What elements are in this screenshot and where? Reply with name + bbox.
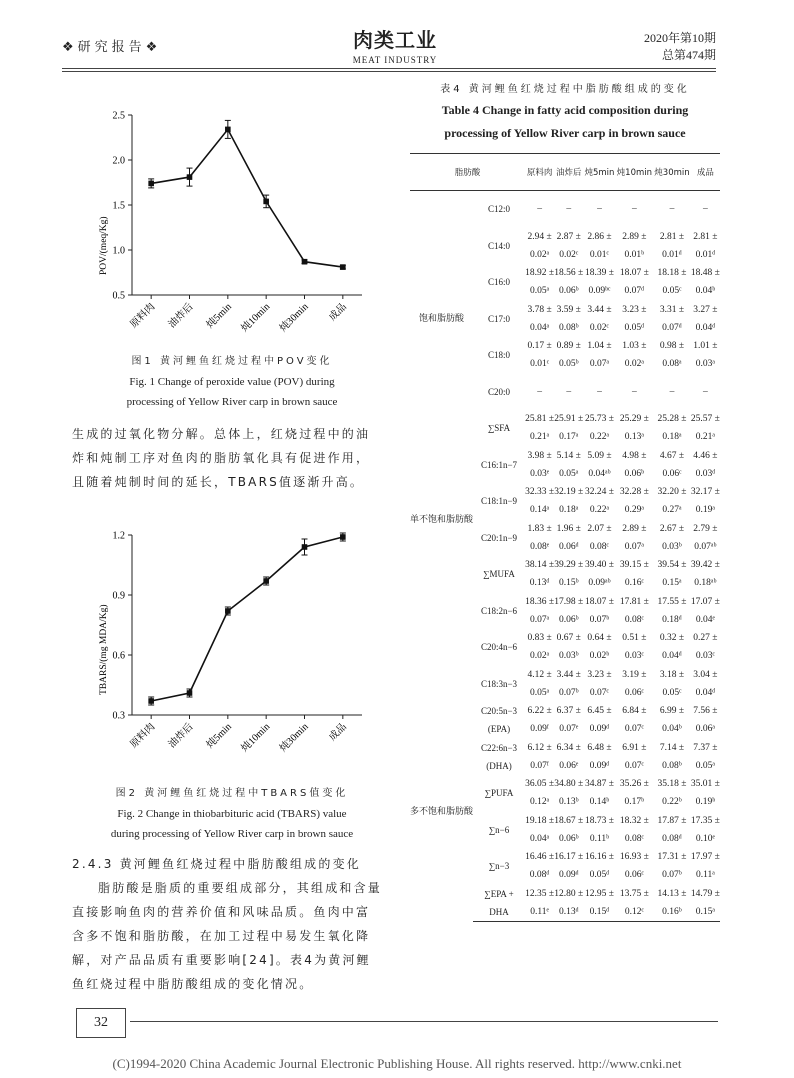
table-cell: – bbox=[703, 386, 708, 397]
table-cell: 6.37 ± 0.07ᵉ bbox=[556, 706, 581, 735]
fig2-xtick-label: 原料肉 bbox=[128, 721, 158, 751]
table-cell: 16.17 ± 0.09ᵈ bbox=[554, 852, 584, 881]
figure1-caption bbox=[82, 352, 382, 412]
table-cell: 17.81 ± 0.08ᶜ bbox=[619, 596, 649, 625]
table-cell: 2.89 ± 0.07ᵃ bbox=[622, 523, 647, 552]
table-row bbox=[410, 593, 720, 630]
fatty-acid-name: ∑PUFA bbox=[484, 788, 514, 799]
table-header-cell: 油炸后 bbox=[554, 154, 583, 191]
table-cell: 35.26 ± 0.17ᵇ bbox=[619, 779, 649, 808]
figure2-caption bbox=[82, 784, 382, 844]
fatty-acid-name: C20:0 bbox=[488, 386, 511, 397]
section-title: 黄河鲤鱼红烧过程中脂肪酸组成的变化 bbox=[119, 857, 361, 871]
figure2-caption-en-1: Fig. 2 Change in thiobarbituric acid (TBARS) value bbox=[117, 808, 347, 820]
table-cell: 39.42 ± 0.18ᵃᵇ bbox=[690, 560, 720, 589]
table-cell: 18.07 ± 0.07ᵈ bbox=[619, 268, 649, 297]
table-cell: 0.89 ± 0.05ᵇ bbox=[556, 341, 581, 370]
table-row bbox=[410, 447, 720, 484]
table-cell: 0.17 ± 0.01ᶜ bbox=[527, 341, 552, 370]
issue-date: 2020年第10期 bbox=[643, 31, 716, 45]
fig1-data-point bbox=[263, 199, 269, 205]
table-header-cell: 炖30min bbox=[653, 154, 691, 191]
page-number: 32 bbox=[76, 1008, 126, 1038]
table-cell: 38.14 ± 0.13ᵈ bbox=[525, 560, 555, 589]
fig2-xtick-label: 炖10min bbox=[239, 721, 273, 755]
table-cell: 2.79 ± 0.07ᵃᵇ bbox=[693, 523, 718, 552]
table-cell: 3.04 ± 0.04ᵈ bbox=[693, 669, 718, 698]
table-cell: 3.19 ± 0.06ᶜ bbox=[622, 669, 647, 698]
table-cell: 6.91 ± 0.07ᶜ bbox=[622, 742, 647, 771]
table-row bbox=[410, 702, 720, 739]
section-number: 2.4.3 bbox=[72, 857, 114, 871]
table-cell: 2.89 ± 0.01ᵇ bbox=[622, 231, 647, 260]
table-cell: – bbox=[597, 204, 602, 215]
table-cell: – bbox=[537, 386, 542, 397]
fatty-acid-table bbox=[410, 153, 720, 922]
table-cell: 0.98 ± 0.08ᵃ bbox=[659, 341, 685, 370]
table-cell: 5.09 ± 0.04ᵃᵇ bbox=[587, 450, 612, 479]
table-cell: 39.40 ± 0.09ᵃᵇ bbox=[584, 560, 614, 589]
journal-logo-subtitle: MEAT INDUSTRY bbox=[352, 55, 438, 65]
table-cell: 2.67 ± 0.03ᵇ bbox=[659, 523, 685, 552]
table-cell: 39.54 ± 0.15ᵃ bbox=[657, 560, 687, 589]
table-cell: 17.55 ± 0.18ᵈ bbox=[657, 596, 687, 625]
figure2-caption-en-2: during processing of Yellow River carp in brown sauce bbox=[110, 828, 354, 840]
table-cell: 3.27 ± 0.04ᵈ bbox=[693, 304, 718, 333]
group-label: 单不饱和脂肪酸 bbox=[410, 514, 474, 525]
table-cell: 35.18 ± 0.22ᵇ bbox=[657, 779, 687, 808]
table-cell: 4.46 ± 0.03ᵈ bbox=[693, 450, 718, 479]
table-cell: 4.67 ± 0.06ᶜ bbox=[659, 450, 685, 479]
table-cell: 4.12 ± 0.05ᵃ bbox=[527, 669, 552, 698]
table-cell: 25.28 ± 0.18ᵃ bbox=[657, 414, 687, 443]
section-heading bbox=[72, 852, 384, 876]
table-cell: 18.32 ± 0.08ᶜ bbox=[619, 815, 649, 844]
fig2-data-point bbox=[225, 608, 231, 614]
table-cell: 18.18 ± 0.05ᶜ bbox=[657, 268, 687, 297]
group-label bbox=[410, 593, 473, 703]
table-cell: 25.81 ± 0.21ᵃ bbox=[525, 414, 555, 443]
table-cell: 1.04 ± 0.07ᵃ bbox=[587, 341, 612, 370]
table-cell: 32.33 ± 0.14ᵃ bbox=[525, 487, 555, 516]
table-cell: 7.14 ± 0.08ᵇ bbox=[659, 742, 685, 771]
fig2-xtick-label: 油炸后 bbox=[166, 721, 196, 751]
fig2-data-point bbox=[263, 578, 269, 584]
fig1-xtick-label: 原料肉 bbox=[128, 301, 158, 331]
fatty-acid-name: C17:0 bbox=[488, 313, 511, 324]
table-cell: 3.98 ± 0.03ᵉ bbox=[527, 450, 552, 479]
table-cell: 32.24 ± 0.22ᵃ bbox=[584, 487, 614, 516]
fig1-xtick-label: 炖30min bbox=[277, 301, 311, 335]
table-cell: 17.87 ± 0.08ᵈ bbox=[657, 815, 687, 844]
table-cell: 13.75 ± 0.12ᶜ bbox=[616, 885, 654, 922]
table-cell: – bbox=[566, 386, 572, 397]
fatty-acid-name: C18:0 bbox=[488, 350, 511, 361]
table-cell: 2.94 ± 0.02ᵃ bbox=[527, 231, 552, 260]
table-cell: 17.07 ± 0.04ᵉ bbox=[690, 596, 720, 625]
fig2-data-point bbox=[340, 534, 346, 540]
section-paragraph: 脂肪酸是脂质的重要组成部分，其组成和含量直接影响鱼肉的营养价值和风味品质。鱼肉中富含多不饱和脂肪酸，在加工过程中易发生氧化降解，对产品品质有重要影响[24]。表4为黄河鲤鱼红烧过程中脂肪酸组成的变化情况。 bbox=[72, 881, 383, 991]
table-header-cell: 成品 bbox=[691, 154, 720, 191]
table-header-cell: 炖10min bbox=[616, 154, 654, 191]
table-cell: 32.19 ± 0.18ᵃ bbox=[554, 487, 584, 516]
fatty-acid-name: C18:3n−3 bbox=[480, 678, 518, 689]
table-cell: 0.27 ± 0.03ᶜ bbox=[693, 633, 718, 662]
table-header-cell: 炖5min bbox=[583, 154, 615, 191]
table-cell: 32.28 ± 0.29ᵃ bbox=[619, 487, 649, 516]
fatty-acid-name: ∑EPA + DHA bbox=[473, 885, 525, 922]
table-cell: 39.29 ± 0.15ᵇ bbox=[554, 560, 584, 589]
fig1-data-point bbox=[187, 174, 193, 180]
table4-title-en-2: processing of Yellow River carp in brown sauce bbox=[444, 126, 686, 140]
fig1-xtick-label: 炖10min bbox=[239, 301, 273, 335]
footer-rule bbox=[130, 1021, 718, 1022]
journal-section-label: ❖研究报告❖ bbox=[62, 40, 162, 55]
table-cell: 0.51 ± 0.03ᶜ bbox=[622, 633, 647, 662]
copyright-notice: (C)1994-2020 China Academic Journal Electronic Publishing House. All rights reserved. http://www.cnki.net bbox=[112, 1056, 682, 1071]
table-cell: 3.31 ± 0.07ᵈ bbox=[659, 304, 685, 333]
fig2-ytick-label: 0.9 bbox=[112, 590, 125, 602]
table-cell: – bbox=[537, 204, 542, 215]
fig2-xtick-label: 炖5min bbox=[204, 721, 234, 751]
table-cell: 12.80 ± 0.13ᵈ bbox=[554, 885, 583, 922]
table-cell: 6.48 ± 0.09ᵈ bbox=[587, 742, 612, 771]
table-cell: 19.18 ± 0.04ᵃ bbox=[525, 815, 555, 844]
table-cell: 3.18 ± 0.05ᶜ bbox=[659, 669, 685, 698]
table-cell: 2.81 ± 0.01ᵈ bbox=[659, 231, 685, 260]
table-cell: 3.23 ± 0.07ᶜ bbox=[587, 669, 612, 698]
table-cell: 35.01 ± 0.19ᵇ bbox=[690, 779, 720, 808]
table-row bbox=[410, 191, 720, 228]
issue-info bbox=[644, 30, 716, 64]
table-cell: – bbox=[566, 204, 572, 215]
fig2-data-point bbox=[302, 544, 308, 550]
table-cell: – bbox=[631, 386, 637, 397]
fatty-acid-name: ∑n−6 bbox=[488, 824, 510, 835]
table-cell: 18.07 ± 0.07ᵇ bbox=[584, 596, 614, 625]
figure1-chart bbox=[62, 100, 382, 350]
table-cell: 34.80 ± 0.13ᵇ bbox=[554, 779, 584, 808]
fig1-ytick-label: 2.5 bbox=[112, 110, 125, 122]
table-cell: 18.73 ± 0.11ᵇ bbox=[584, 815, 614, 844]
fatty-acid-name: C18:2n−6 bbox=[480, 605, 518, 616]
table-cell: 2.87 ± 0.02ᶜ bbox=[556, 231, 581, 260]
table-cell: 1.83 ± 0.08ᵉ bbox=[527, 523, 552, 552]
figure2-chart bbox=[62, 520, 382, 770]
table-cell: – bbox=[669, 204, 675, 215]
fatty-acid-name: ∑SFA bbox=[487, 423, 511, 434]
fig2-xtick-label: 炖30min bbox=[277, 721, 311, 755]
table4-title-cn: 表4 黄河鲤鱼红烧过程中脂肪酸组成的变化 bbox=[440, 84, 690, 95]
table-cell: – bbox=[669, 386, 675, 397]
fatty-acid-name: C18:1n−9 bbox=[480, 496, 518, 507]
fig1-ytick-label: 0.5 bbox=[112, 290, 125, 302]
fatty-acid-name: C20:5n−3 (EPA) bbox=[480, 706, 518, 735]
table-header-row bbox=[410, 154, 720, 191]
table-cell: 16.46 ± 0.08ᵈ bbox=[525, 852, 555, 881]
fig2-ytick-label: 0.6 bbox=[112, 650, 125, 662]
group-label: 饱和脂肪酸 bbox=[419, 313, 465, 324]
table-cell: 6.99 ± 0.04ᵇ bbox=[659, 706, 685, 735]
fig1-data-point bbox=[225, 127, 231, 133]
fatty-acid-name: C16:1n−7 bbox=[480, 459, 518, 470]
figure2-caption-cn: 图2 黄河鲤鱼红烧过程中TBARS值变化 bbox=[115, 788, 349, 799]
fig1-ytick-label: 1.0 bbox=[112, 245, 125, 257]
table-cell: 3.44 ± 0.07ᵇ bbox=[556, 669, 581, 698]
table-cell: 2.86 ± 0.01ᶜ bbox=[587, 231, 612, 260]
table-cell: 14.79 ± 0.15ᵃ bbox=[691, 885, 720, 922]
fatty-acid-name: C12:0 bbox=[488, 204, 511, 215]
fig2-series-line bbox=[151, 537, 343, 701]
fatty-acid-name: C22:6n−3 (DHA) bbox=[480, 742, 518, 771]
table-cell: 7.56 ± 0.06ᵃ bbox=[693, 706, 718, 735]
table-cell: 2.81 ± 0.01ᵈ bbox=[693, 231, 718, 260]
table-cell: 25.73 ± 0.22ᵃ bbox=[584, 414, 614, 443]
table-cell: 34.87 ± 0.14ᵇ bbox=[584, 779, 614, 808]
table-cell: 0.67 ± 0.03ᵇ bbox=[556, 633, 581, 662]
table-cell: 18.48 ± 0.04ᵇ bbox=[690, 268, 720, 297]
table-cell: 18.56 ± 0.06ᵇ bbox=[554, 268, 584, 297]
table-cell: 6.84 ± 0.07ᶜ bbox=[622, 706, 647, 735]
table-cell: 17.35 ± 0.10ᵉ bbox=[690, 815, 720, 844]
table-cell: 18.67 ± 0.06ᵇ bbox=[554, 815, 584, 844]
table-cell: 3.44 ± 0.02ᶜ bbox=[587, 304, 612, 333]
table-cell: 36.05 ± 0.12ᵃ bbox=[525, 779, 555, 808]
table-cell: 1.03 ± 0.02ᵃ bbox=[622, 341, 647, 370]
table-cell: 3.59 ± 0.08ᵇ bbox=[556, 304, 581, 333]
issue-number: 总第474期 bbox=[661, 48, 716, 62]
fig1-xtick-label: 炖5min bbox=[204, 301, 234, 331]
figure1-caption-en-2: processing of Yellow River carp in brown sauce bbox=[126, 396, 338, 408]
table-cell: 7.37 ± 0.05ᵃ bbox=[693, 742, 718, 771]
header-rule bbox=[62, 68, 716, 72]
table-cell: – bbox=[703, 204, 708, 215]
journal-logo-text: 肉类工业 bbox=[353, 28, 437, 52]
fig2-ytick-label: 1.2 bbox=[112, 530, 125, 542]
figure2-ylabel: TBARS/(mg MDA/Kg) bbox=[99, 604, 109, 695]
table-header-cell: 脂肪酸 bbox=[410, 154, 525, 191]
table-cell: 3.23 ± 0.05ᵈ bbox=[622, 304, 647, 333]
fig1-data-point bbox=[340, 264, 346, 270]
table4-block bbox=[410, 80, 720, 922]
table-cell: 32.17 ± 0.19ᵃ bbox=[690, 487, 720, 516]
table-cell: 0.83 ± 0.02ᵃ bbox=[527, 633, 552, 662]
figure1-caption-en-1: Fig. 1 Change of peroxide value (POV) during bbox=[129, 376, 335, 388]
fig2-ytick-label: 0.3 bbox=[112, 710, 125, 722]
table-cell: 18.92 ± 0.05ᵃ bbox=[525, 268, 555, 297]
fatty-acid-name: C20:1n−9 bbox=[480, 532, 518, 543]
table-cell: 18.39 ± 0.09ᵇᶜ bbox=[584, 268, 614, 297]
fig1-series-line bbox=[151, 129, 343, 267]
table-header-cell: 原料肉 bbox=[525, 154, 554, 191]
table-cell: 12.35 ± 0.11ᵉ bbox=[525, 885, 554, 922]
table-cell: 2.07 ± 0.08ᶜ bbox=[587, 523, 612, 552]
table-cell: 5.14 ± 0.05ᵃ bbox=[556, 450, 581, 479]
fig1-ytick-label: 2.0 bbox=[112, 155, 125, 167]
table-cell: 0.32 ± 0.04ᵈ bbox=[659, 633, 685, 662]
table-cell: 16.93 ± 0.06ᶜ bbox=[619, 852, 649, 881]
table-cell: 4.98 ± 0.06ᵇ bbox=[622, 450, 647, 479]
table-cell: 6.45 ± 0.09ᵈ bbox=[587, 706, 612, 735]
fig1-ytick-label: 1.5 bbox=[112, 200, 125, 212]
table-cell: 6.34 ± 0.06ᵉ bbox=[556, 742, 581, 771]
table-cell: – bbox=[631, 204, 637, 215]
figure1-ylabel: POV/(meq/Kg) bbox=[99, 216, 109, 275]
table-cell: 18.36 ± 0.07ᵃ bbox=[525, 596, 555, 625]
journal-logo bbox=[340, 24, 450, 65]
body-paragraph-1: 生成的过氧化物分解。总体上，红烧过程中的油炸和炖制工序对鱼肉的脂肪氧化具有促进作用，且随着炖制时间的延长，TBARS值逐渐升高。 bbox=[72, 427, 371, 489]
fig2-data-point bbox=[187, 690, 193, 696]
group-label: 多不饱和脂肪酸 bbox=[410, 806, 474, 817]
fig1-xtick-label: 油炸后 bbox=[166, 301, 196, 331]
table-cell: 14.13 ± 0.16ᵇ bbox=[653, 885, 691, 922]
fig2-xtick-label: 成品 bbox=[327, 721, 349, 744]
table-cell: 16.16 ± 0.05ᵈ bbox=[584, 852, 614, 881]
table-cell: 32.20 ± 0.27ᵃ bbox=[657, 487, 687, 516]
fatty-acid-name: ∑MUFA bbox=[483, 569, 515, 580]
table-cell: 17.97 ± 0.11ᵃ bbox=[690, 852, 720, 881]
fig2-data-point bbox=[148, 698, 154, 704]
table-cell: 25.91 ± 0.17ᵃ bbox=[554, 414, 584, 443]
table-cell: 25.29 ± 0.13ᵃ bbox=[619, 414, 649, 443]
fatty-acid-name: C20:4n−6 bbox=[480, 642, 518, 653]
table-cell: 1.01 ± 0.03ᵃ bbox=[693, 341, 718, 370]
table-cell: 25.57 ± 0.21ᵃ bbox=[690, 414, 720, 443]
table-cell: 3.78 ± 0.04ᵃ bbox=[527, 304, 552, 333]
fig1-data-point bbox=[148, 181, 154, 187]
table-cell: 6.12 ± 0.07ᶠ bbox=[527, 742, 552, 771]
fig1-xtick-label: 成品 bbox=[327, 301, 349, 324]
table-cell: 17.98 ± 0.06ᵇ bbox=[554, 596, 584, 625]
table-cell: 12.95 ± 0.15ᵈ bbox=[583, 885, 615, 922]
fig1-data-point bbox=[302, 259, 308, 265]
fatty-acid-name: C16:0 bbox=[488, 277, 511, 288]
table4-title-en-1: Table 4 Change in fatty acid composition during bbox=[441, 103, 689, 117]
figure1-caption-cn: 图1 黄河鲤鱼红烧过程中POV变化 bbox=[131, 356, 333, 367]
table-cell: 1.96 ± 0.06ᵈ bbox=[556, 523, 581, 552]
table-cell: 0.64 ± 0.02ᵇ bbox=[587, 633, 612, 662]
table-cell: 39.15 ± 0.16ᶜ bbox=[619, 560, 649, 589]
table-cell: 17.31 ± 0.07ᵇ bbox=[657, 852, 687, 881]
table-cell: – bbox=[597, 386, 602, 397]
fatty-acid-name: C14:0 bbox=[488, 240, 511, 251]
table-cell: 6.22 ± 0.09ᶠ bbox=[527, 706, 552, 735]
fatty-acid-name: ∑n−3 bbox=[488, 861, 510, 872]
